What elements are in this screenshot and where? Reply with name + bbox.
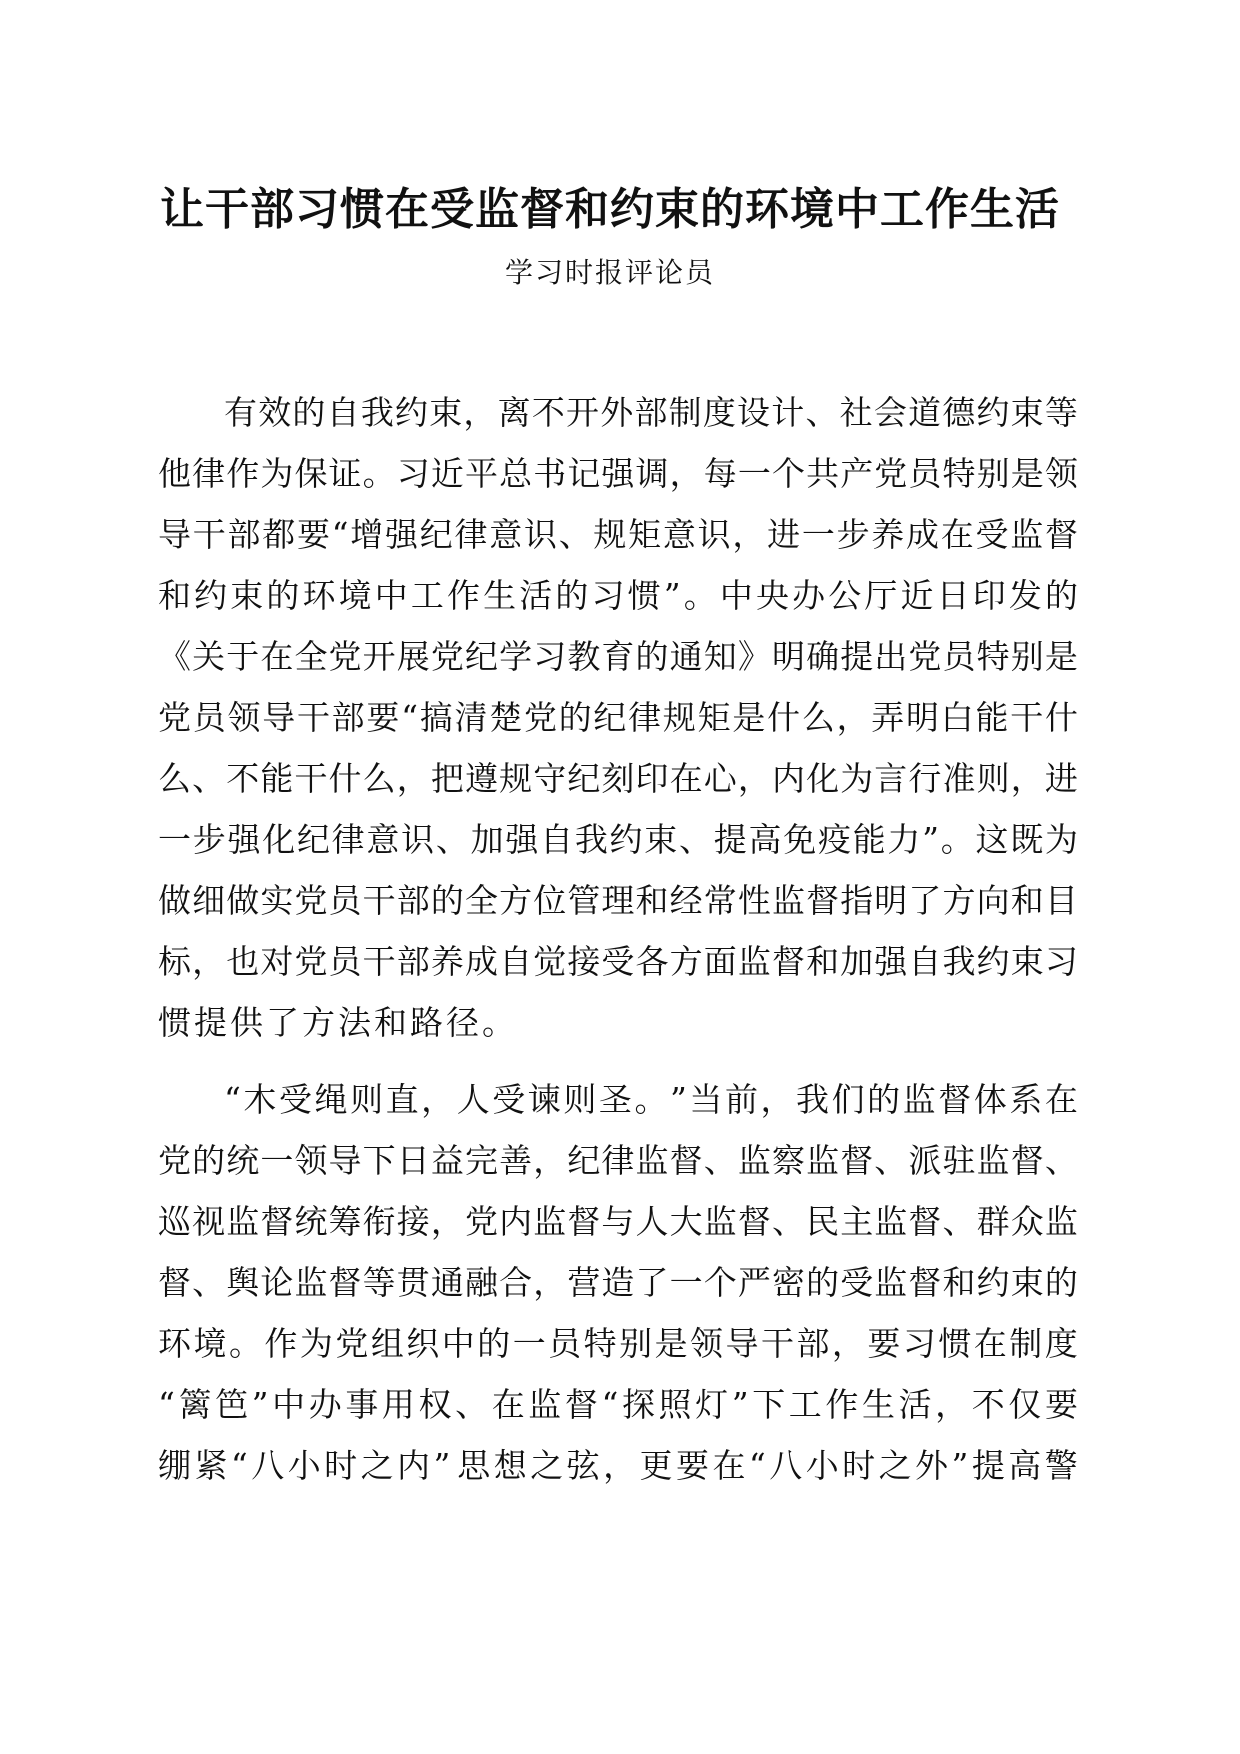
text-line: 和 约 束 的 环 境 中 工 作 生 活 的 习 惯 ” 。 中 央 办 公 厅 近 日 印 发 的	[158, 575, 1078, 615]
paragraph	[158, 1069, 1078, 1496]
text-line: 巡 视 监 督 统 筹 衔 接 ， 党 内 监 督 与 人 大 监 督 、 民 主 监 督 、 群 众 监	[158, 1201, 1078, 1241]
text-line: 《 关 于 在 全 党 开 展 党 纪 学 习 教 育 的 通 知 》 明 确 提 出 党 员 特 别 是	[158, 636, 1078, 676]
article-byline: 学习时报评论员	[504, 256, 715, 289]
article-body	[158, 382, 1078, 1496]
text-line: 一 步 强 化 纪 律 意 识 、 加 强 自 我 约 束 、 提 高 免 疫 能 力 ” 。 这 既 为	[158, 819, 1078, 859]
text-line: 督 、 舆 论 监 督 等 贯 通 融 合 ， 营 造 了 一 个 严 密 的 受 监 督 和 约 束 的	[158, 1262, 1078, 1302]
text-line: 么 、 不 能 干 什 么 ， 把 遵 规 守 纪 刻 印 在 心 ， 内 化 为 言 行 准 则 ， 进	[158, 758, 1078, 798]
text-line: “ 木 受 绳 则 直 ， 人 受 谏 则 圣 。 ” 当 前 ， 我 们 的 监 督 体 系 在	[224, 1079, 1078, 1119]
text-line: 标 ， 也 对 党 员 干 部 养 成 自 觉 接 受 各 方 面 监 督 和 加 强 自 我 约 束 习	[158, 941, 1078, 981]
text-line: 环 境 。 作 为 党 组 织 中 的 一 员 特 别 是 领 导 干 部 ， 要 习 惯 在 制 度	[158, 1323, 1078, 1363]
text-line: 有 效 的 自 我 约 束 ， 离 不 开 外 部 制 度 设 计 、 社 会 道 德 约 束 等	[224, 392, 1078, 432]
text-line: 做 细 做 实 党 员 干 部 的 全 方 位 管 理 和 经 常 性 监 督 指 明 了 方 向 和 目	[158, 880, 1078, 920]
paragraph	[158, 382, 1078, 1053]
paragraph-gap	[158, 1053, 1078, 1069]
text-line: 绷 紧 “ 八 小 时 之 内 ” 思 想 之 弦 ， 更 要 在 “ 八 小 时 之 外 ” 提 高 警	[158, 1445, 1078, 1485]
text-line: “ 篱 笆 ” 中 办 事 用 权 、 在 监 督 “ 探 照 灯 ” 下 工 作 生 活 ， 不 仅 要	[158, 1384, 1078, 1424]
text-line: 党 的 统 一 领 导 下 日 益 完 善 ， 纪 律 监 督 、 监 察 监 督 、 派 驻 监 督 、	[158, 1140, 1078, 1180]
text-line: 党 员 领 导 干 部 要 “ 搞 清 楚 党 的 纪 律 规 矩 是 什 么 ， 弄 明 白 能 干 什	[158, 697, 1078, 737]
article-title: 让干部习惯在受监督和约束的环境中工作生活	[160, 184, 1060, 235]
text-line: 他 律 作 为 保 证 。 习 近 平 总 书 记 强 调 ， 每 一 个 共 产 党 员 特 别 是 领	[158, 453, 1078, 493]
text-line: 惯提供了方法和路径。	[158, 1002, 518, 1042]
text-line: 导 干 部 都 要 “ 增 强 纪 律 意 识 、 规 矩 意 识 ， 进 一 步 养 成 在 受 监 督	[158, 514, 1078, 554]
